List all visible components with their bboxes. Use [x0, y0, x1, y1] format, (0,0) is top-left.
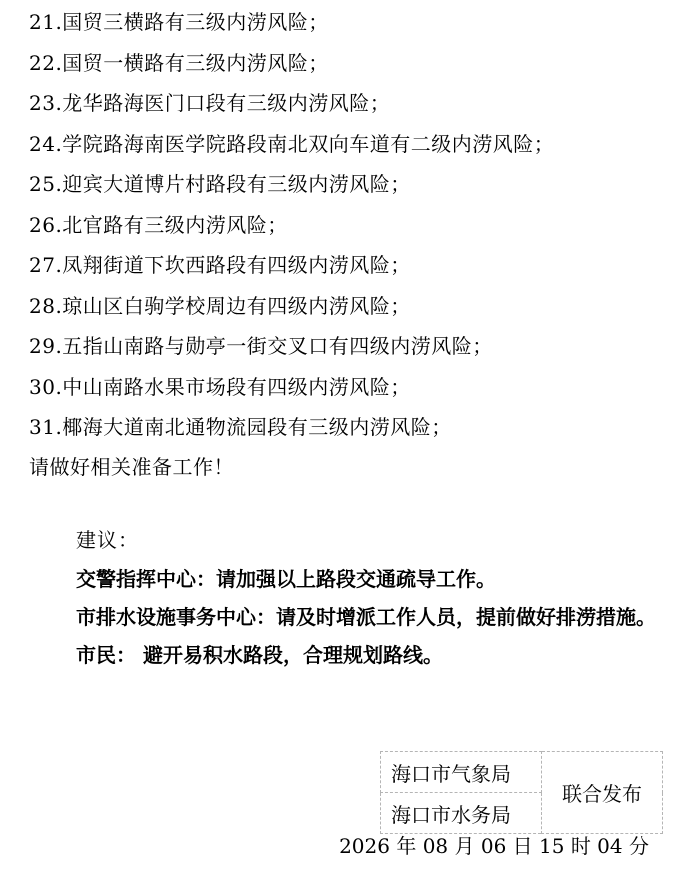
closing-line: 请做好相关准备工作！: [29, 455, 234, 479]
list-item: 22.国贸一横路有三级内涝风险；: [29, 50, 329, 75]
advice-role: 市民：: [76, 643, 136, 667]
advice-role: 交警指挥中心：: [76, 567, 216, 591]
list-item: 24.学院路海南医学院路段南北双向车道有二级内涝风险；: [29, 131, 555, 156]
advice-drainage: [29, 598, 659, 636]
advice-citizens: [29, 636, 659, 674]
advice-role: 市排水设施事务中心：: [76, 605, 276, 629]
risk-list: [29, 2, 669, 448]
agency-meteorology: 海口市气象局: [381, 752, 542, 793]
agency-water: 海口市水务局: [381, 793, 542, 834]
list-item: 29.五指山南路与勋亭一街交叉口有四级内涝风险；: [29, 334, 493, 358]
list-item: 25.迎宾大道博片村路段有三级内涝风险；: [29, 172, 411, 196]
list-item: 21.国贸三横路有三级内涝风险；: [29, 10, 329, 34]
list-item: 31.椰海大道南北通物流园段有三级内涝风险；: [29, 415, 452, 439]
advice-section: [29, 520, 659, 674]
advice-text: 避开易积水路段，合理规划路线。: [136, 643, 443, 667]
advice-text: 请及时增派工作人员，提前做好排涝措施。: [276, 605, 656, 629]
list-item: 27.凤翔街道下坎西路段有四级内涝风险；: [29, 253, 411, 277]
list-item: 26.北官路有三级内涝风险；: [29, 212, 288, 237]
advice-text: 请加强以上路段交通疏导工作。: [216, 567, 496, 591]
release-date: 2026 年 08 月 06 日 15 时 04 分: [339, 834, 649, 858]
advice-title: 建议：: [76, 528, 139, 552]
advice-traffic: [29, 560, 659, 598]
joint-release-label: 联合发布: [542, 752, 663, 834]
list-item: 28.琼山区白驹学校周边有四级内涝风险；: [29, 293, 411, 318]
list-item: 30.中山南路水果市场段有四级内涝风险；: [29, 374, 411, 399]
signature-table: [380, 751, 663, 834]
list-item: 23.龙华路海医门口段有三级内涝风险；: [29, 91, 391, 115]
